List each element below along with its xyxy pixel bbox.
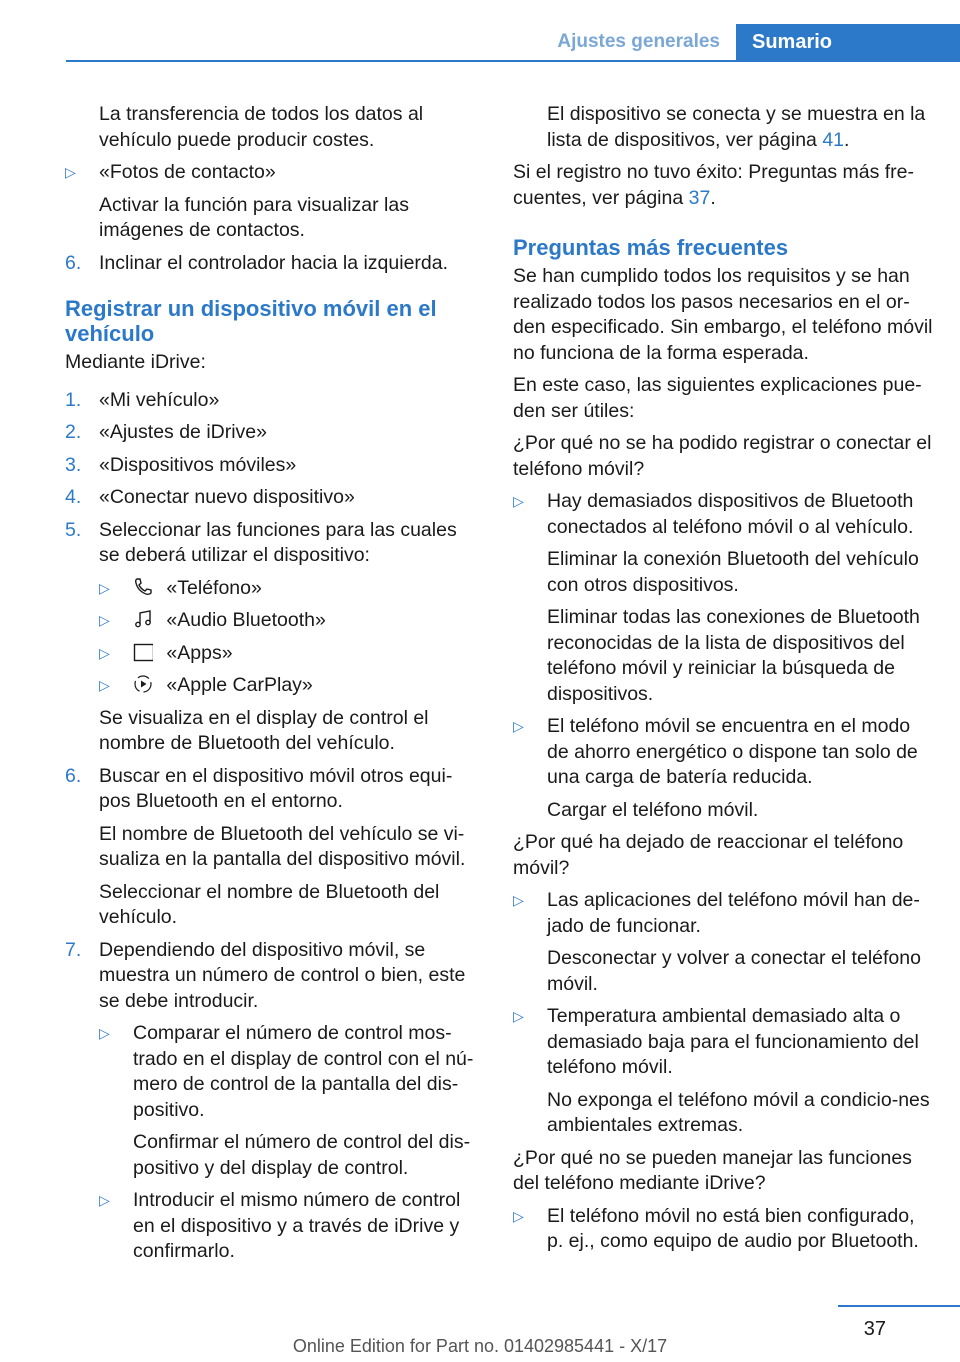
bullet-text: Hay demasiados dispositivos de Bluetooth conectados al teléfono móvil o al vehículo. [547,490,914,538]
step-6-search [65,764,480,815]
faq-paragraph-1: Se han cumplido todos los requisitos y se han realizado todos los pasos necesarios en el or‐den especificado. Sin embargo, el teléfono móvil no funciona de la forma esperada. [513,265,933,364]
step-6-continuation-2: Seleccionar el nombre de Bluetooth del vehículo. [99,880,440,928]
step-5-continuation: Se visualiza en el display de control el nombre de Bluetooth del vehículo. [99,706,429,754]
function-audio [99,608,480,634]
footer-rule [838,1305,960,1307]
function-text: «Apps» [166,641,233,664]
step-number: 1. [65,388,82,411]
section-heading-register: Registrar un dispositivo móvil en el vehículo [65,296,437,346]
bullet-triangle: ▷ [513,892,524,908]
q2-bullet-1-cont-1: Desconectar y volver a conectar el teléfono móvil. [547,947,921,995]
step-7-enter [99,1188,480,1265]
step-text: «Ajustes de iDrive» [99,421,267,443]
function-phone [99,576,480,602]
bullet-triangle: ▷ [99,1025,110,1041]
bullet-text: Introducir el mismo número de control en el dispositivo y a través de iDrive y confirmarlo. [133,1189,461,1262]
apps-icon [133,642,153,662]
bullet-triangle: ▷ [513,1008,524,1024]
step-number: 2. [65,421,82,443]
step-4 [65,485,480,511]
step-number: 4. [65,486,82,508]
page-header [0,0,960,62]
step-number: 3. [65,453,82,476]
bullet-text: Comparar el número de control mos‐trado en el display de control con el nú‐mero de control de la pantalla del dis‐positivo. [133,1022,474,1121]
register-fail: Si el registro no tuvo éxito: Preguntas más fre‐cuentes, ver página 37. [513,161,915,209]
page-link-41[interactable]: 41 [822,128,845,151]
step-number: 5. [65,518,82,541]
question-2: ¿Por qué ha dejado de reaccionar el teléfono móvil? [513,831,904,879]
bullet-text: El teléfono móvil no está bien configurado, p. ej., como equipo de audio por Bluetooth. [547,1204,919,1252]
bullet-triangle: ▷ [99,579,110,596]
step-text: Inclinar el controlador hacia la izquierda. [99,251,449,274]
bullet-fotos-desc: Activar la función para visualizar las imágenes de contactos. [99,193,409,241]
bullet-text: «Fotos de contacto» [99,161,276,183]
bullet-triangle: ▷ [513,1207,524,1224]
right-column [513,102,933,1262]
function-text: «Teléfono» [166,576,262,599]
bullet-text: Las aplicaciones del teléfono móvil han de‐jado de funcionar. [547,889,920,937]
step-text: «Mi vehículo» [99,388,220,411]
q1-bullet-1 [513,489,933,540]
phone-icon [133,577,153,597]
function-list [99,576,480,699]
bullet-triangle: ▷ [99,644,110,661]
q1-bullet-1-cont-2: Eliminar todas las conexiones de Bluetooth reconocidas de la lista de dispositivos del teléfono móvil y reiniciar la búsqueda de dispositivos. [547,606,920,705]
q1-bullet-2-cont-1: Cargar el teléfono móvil. [547,798,759,821]
left-column [65,102,480,1272]
step-7-compare-continuation: Confirmar el número de control del dis‐positivo y del display de control. [133,1131,471,1179]
function-text: «Apple CarPlay» [166,674,313,696]
step-2 [65,420,480,446]
bullet-triangle: ▷ [513,493,524,509]
section-heading-faq: Preguntas más frecuentes [513,235,789,260]
step-3 [65,453,480,479]
step-text: Seleccionar las funciones para las cuales se deberá utilizar el dispositivo: [99,518,457,566]
bullet-triangle: ▷ [99,677,110,693]
connect-text: El dispositivo se conecta y se muestra en la lista de dispositivos, ver página [547,103,926,151]
question-1: ¿Por qué no se ha podido registrar o conectar el teléfono móvil? [513,432,932,480]
step-text: «Conectar nuevo dispositivo» [99,486,355,508]
step-number: 7. [65,938,82,961]
step-1 [65,388,480,414]
carplay-icon [133,674,153,694]
bullet-triangle: ▷ [99,612,110,628]
bullet-text: Temperatura ambiental demasiado alta o demasiado baja para el funcionamiento del teléfono móvil. [547,1005,919,1078]
bullet-triangle: ▷ [513,718,524,734]
faq-paragraph-2: En este caso, las siguientes explicaciones pue‐den ser útiles: [513,374,922,422]
step-text: Buscar en el dispositivo móvil otros equi‐pos Bluetooth en el entorno. [99,764,453,812]
connect-continuation: El dispositivo se conecta y se muestra en la lista de dispositivos, ver página 41. [547,103,926,151]
step-5 [65,518,480,569]
step-7 [65,938,480,1015]
bullet-triangle: ▷ [65,164,76,180]
music-note-icon [133,609,153,629]
q3-bullet-1 [513,1204,933,1255]
function-apps [99,641,480,667]
function-text: «Audio Bluetooth» [166,609,326,631]
step-text: «Dispositivos móviles» [99,453,297,476]
bullet-text: El teléfono móvil se encuentra en el modo de ahorro energético o dispone tan solo de una carga de batería reducida. [547,715,918,788]
q2-bullet-2-cont-1: No exponga el teléfono móvil a condicio‐nes ambientales extremas. [547,1088,930,1136]
section-tab[interactable]: Ajustes generales [557,31,720,52]
register-fail-text: Si el registro no tuvo éxito: Preguntas más fre‐cuentes, ver página [513,161,915,209]
page-link-37[interactable]: 37 [688,186,711,209]
step-number: 6. [65,764,82,787]
mediante-label: Mediante iDrive: [65,351,206,373]
bullet-triangle: ▷ [99,1192,110,1208]
bullet-fotos [65,160,480,186]
q2-bullet-2 [513,1004,933,1081]
q1-bullet-2 [513,714,933,791]
step-6-continuation-1: El nombre de Bluetooth del vehículo se vi‐sualiza en la pantalla del dispositivo móvil. [99,822,466,870]
step-number: 6. [65,251,82,274]
q2-bullet-1 [513,888,933,939]
intro-continuation: La transferencia de todos los datos al vehículo puede producir costes. [99,103,424,151]
q1-bullet-1-cont-1: Eliminar la conexión Bluetooth del vehículo con otros dispositivos. [547,548,919,596]
step-7-compare [99,1021,480,1123]
question-3: ¿Por qué no se pueden manejar las funciones del teléfono mediante iDrive? [513,1146,912,1194]
header-rule [66,60,960,62]
step-7-options [99,1021,480,1265]
step-text: Dependiendo del dispositivo móvil, se muestra un número de control o bien, este se debe introducir. [99,938,466,1012]
step-6-tilt [65,251,480,277]
function-carplay [99,673,480,699]
page-number: 37 [863,1318,886,1340]
sumario-tab[interactable]: Sumario [736,24,960,60]
edition-footer: Online Edition for Part no. 01402985441 - X/17 [292,1336,668,1356]
